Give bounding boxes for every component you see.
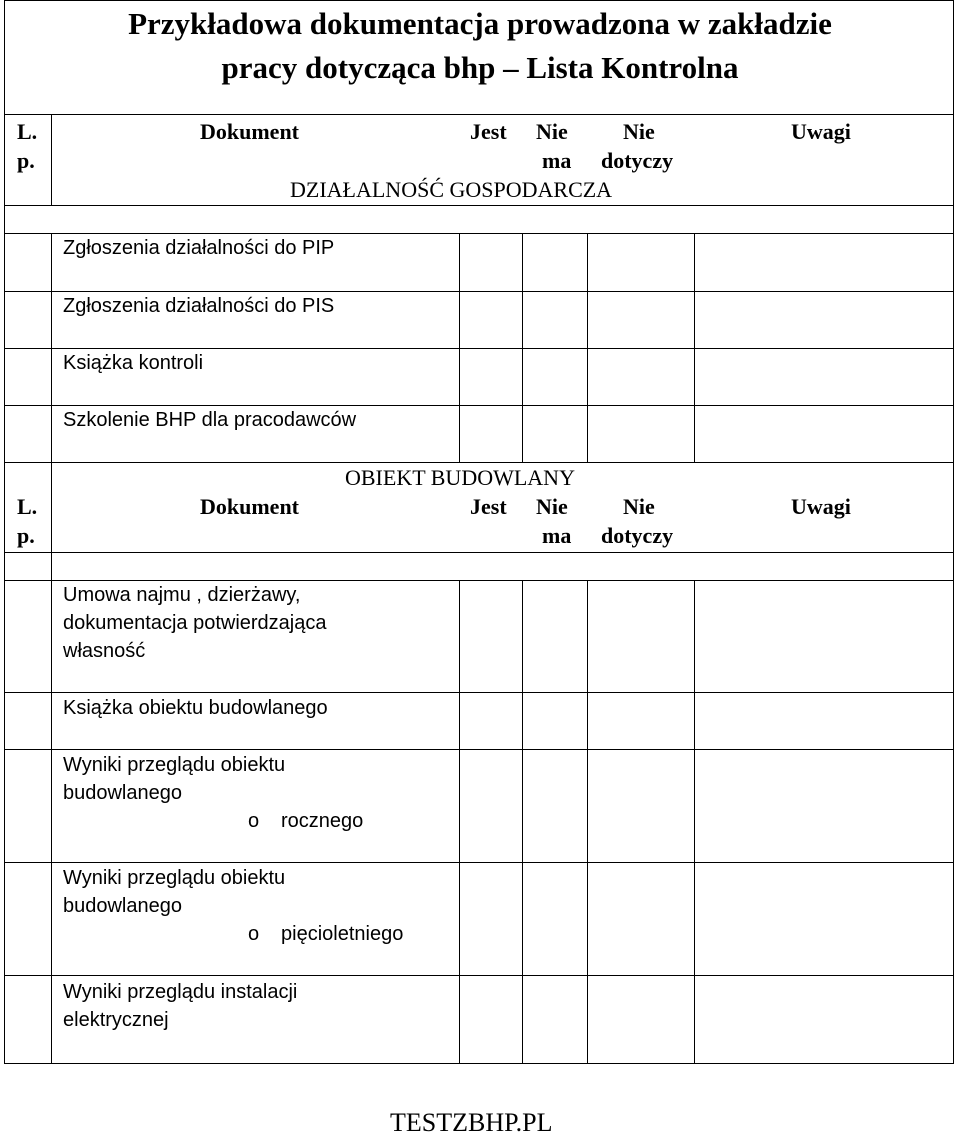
table-row: Wyniki przeglądu obiektu bbox=[63, 867, 286, 889]
header-nie-ma-2: ma bbox=[542, 523, 572, 548]
list-item: rocznego bbox=[281, 810, 364, 832]
table-row: Wyniki przeglądu obiektu bbox=[63, 754, 286, 776]
header-dokument: Dokument bbox=[200, 494, 300, 519]
table-row: budowlanego bbox=[63, 782, 182, 804]
table-row: Szkolenie BHP dla pracodawców bbox=[63, 409, 357, 431]
section-title-dzialalnosc: DZIAŁALNOŚĆ GOSPODARCZA bbox=[290, 177, 613, 202]
header-nie-ma: Nie bbox=[536, 494, 568, 519]
table-row: Umowa najmu , dzierżawy, bbox=[63, 584, 301, 606]
table-row: elektrycznej bbox=[63, 1009, 169, 1031]
table-row: budowlanego bbox=[63, 895, 182, 917]
header-nie-dotyczy: Nie bbox=[623, 119, 655, 144]
header-jest: Jest bbox=[470, 494, 507, 519]
header-nie-dotyczy-2: dotyczy bbox=[601, 523, 674, 548]
table-row: Zgłoszenia działalności do PIS bbox=[63, 295, 335, 317]
page-title-line-1: Przykładowa dokumentacja prowadzona w zakładzie bbox=[128, 6, 832, 41]
table-row: Wyniki przeglądu instalacji bbox=[63, 981, 298, 1003]
footer-watermark: TESTZBHP.PL bbox=[390, 1108, 553, 1137]
header-uwagi: Uwagi bbox=[791, 119, 851, 144]
header-uwagi: Uwagi bbox=[791, 494, 851, 519]
list-item: pięcioletniego bbox=[281, 923, 404, 945]
header-nie-ma-2: ma bbox=[542, 148, 572, 173]
section-title-obiekt: OBIEKT BUDOWLANY bbox=[345, 465, 575, 490]
list-bullet: o bbox=[248, 810, 260, 832]
header-lp-2: p. bbox=[17, 523, 35, 548]
header-lp: L. bbox=[17, 119, 38, 144]
table-row: dokumentacja potwierdzająca bbox=[63, 612, 327, 634]
header-nie-ma: Nie bbox=[536, 119, 568, 144]
list-bullet: o bbox=[248, 923, 260, 945]
header-jest: Jest bbox=[470, 119, 507, 144]
header-dokument: Dokument bbox=[200, 119, 300, 144]
page-title-line-2: pracy dotycząca bhp – Lista Kontrolna bbox=[221, 50, 739, 85]
table-row: Zgłoszenia działalności do PIP bbox=[63, 237, 335, 259]
header-nie-dotyczy-2: dotyczy bbox=[601, 148, 674, 173]
table-row: Książka kontroli bbox=[63, 352, 204, 374]
header-lp-2: p. bbox=[17, 148, 35, 173]
table-row: własność bbox=[63, 640, 146, 662]
header-lp: L. bbox=[17, 494, 38, 519]
header-nie-dotyczy: Nie bbox=[623, 494, 655, 519]
table-row: Książka obiektu budowlanego bbox=[63, 697, 328, 719]
